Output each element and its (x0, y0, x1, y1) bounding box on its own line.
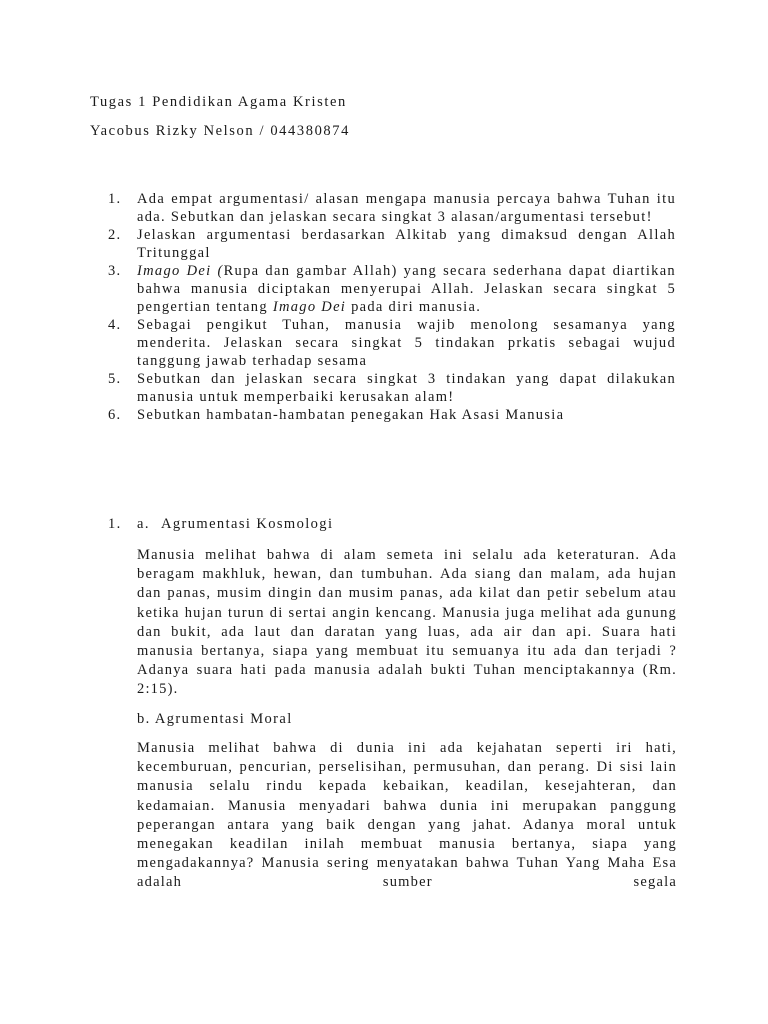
question-text: Sebutkan dan jelaskan secara singkat 3 tindakan yang dapat dilakukan manusia untuk memperbaiki kerusakan alam! (137, 371, 676, 405)
question-text: Jelaskan argumentasi berdasarkan Alkitab yang dimaksud dengan Allah Tritunggal (137, 227, 676, 261)
document-title: Tugas 1 Pendidikan Agama Kristen (90, 94, 347, 110)
question-item-3 (108, 262, 676, 316)
question-list (108, 190, 676, 424)
question-text: Ada empat argumentasi/ alasan mengapa manusia percaya bahwa Tuhan itu ada. Sebutkan dan jelaskan secara singkat 3 alasan/argumentasi tersebut! (137, 191, 676, 225)
question-text: Sebutkan hambatan-hambatan penegakan Hak Asasi Manusia (137, 407, 565, 423)
answer-sub-label: a. (137, 516, 150, 532)
answer-heading-text: Agrumentasi Kosmologi (161, 516, 334, 532)
question-italic-term: Imago Dei (272, 299, 347, 315)
question-text: pada diri manusia. (346, 299, 482, 315)
answer-heading-b: b. Agrumentasi Moral (137, 711, 293, 727)
question-number: 6. (108, 407, 122, 423)
question-number: 2. (108, 227, 122, 243)
author-line: Yacobus Rizky Nelson / 044380874 (90, 123, 350, 139)
question-item-5 (108, 370, 676, 406)
question-item-1 (108, 190, 676, 226)
question-number: 4. (108, 317, 122, 333)
answer-paragraph-a: Manusia melihat bahwa di alam semeta ini selalu ada keteraturan. Ada beragam makhluk, hewan, dan tumbuhan. Ada siang dan malam, ada hujan dan panas, musim dingin dan musim panas, ada kilat dan petir sebelum atau ketika hujan turun di sertai angin kencang. Manusia juga melihat ada gunung dan bukit, ada laut dan daratan yang luas, ada air dan api. Suara hati manusia bertanya, siapa yang membuat itu semuanya itu ada dan terjadi ? Adanya suara hati pada manusia adalah bukti Tuhan menciptakannya (Rm. 2:15). (137, 547, 677, 698)
question-text: Sebagai pengikut Tuhan, manusia wajib menolong sesamanya yang menderita. Jelaskan secara singkat 5 tindakan prkatis sebagai wujud tanggung jawab terhadap sesama (137, 317, 676, 369)
question-number: 5. (108, 371, 122, 387)
question-item-6 (108, 406, 676, 424)
answer-paragraph-b: Manusia melihat bahwa di dunia ini ada kejahatan seperti iri hati, kecemburuan, pencurian, perselisihan, permusuhan, dan perang. Di sisi lain manusia selalu rindu kepada kebaikan, keadilan, kesejahteran, dan kedamaian. Manusia menyadari bahwa dunia ini merupakan panggung peperangan antara yang baik dengan yang jahat. Adanya moral untuk menegakan keadilan inilah membuat manusia bertanya, siapa yang mengadakannya? Manusia sering menyatakan bahwa Tuhan Yang Maha Esa adalah sumber segala (137, 740, 677, 891)
question-number: 1. (108, 191, 122, 207)
question-italic-term: Imago Dei ( (137, 263, 224, 279)
question-number: 3. (108, 263, 122, 279)
answer-heading-a (108, 516, 333, 533)
question-text: Rupa dan gambar Allah) yang secara sederhana dapat diartikan bahwa manusia diciptakan menyerupai Allah. Jelaskan secara singkat 5 pengertian tentang (137, 263, 676, 315)
question-item-2 (108, 226, 676, 262)
question-item-4 (108, 316, 676, 370)
answer-number: 1. (108, 516, 122, 532)
